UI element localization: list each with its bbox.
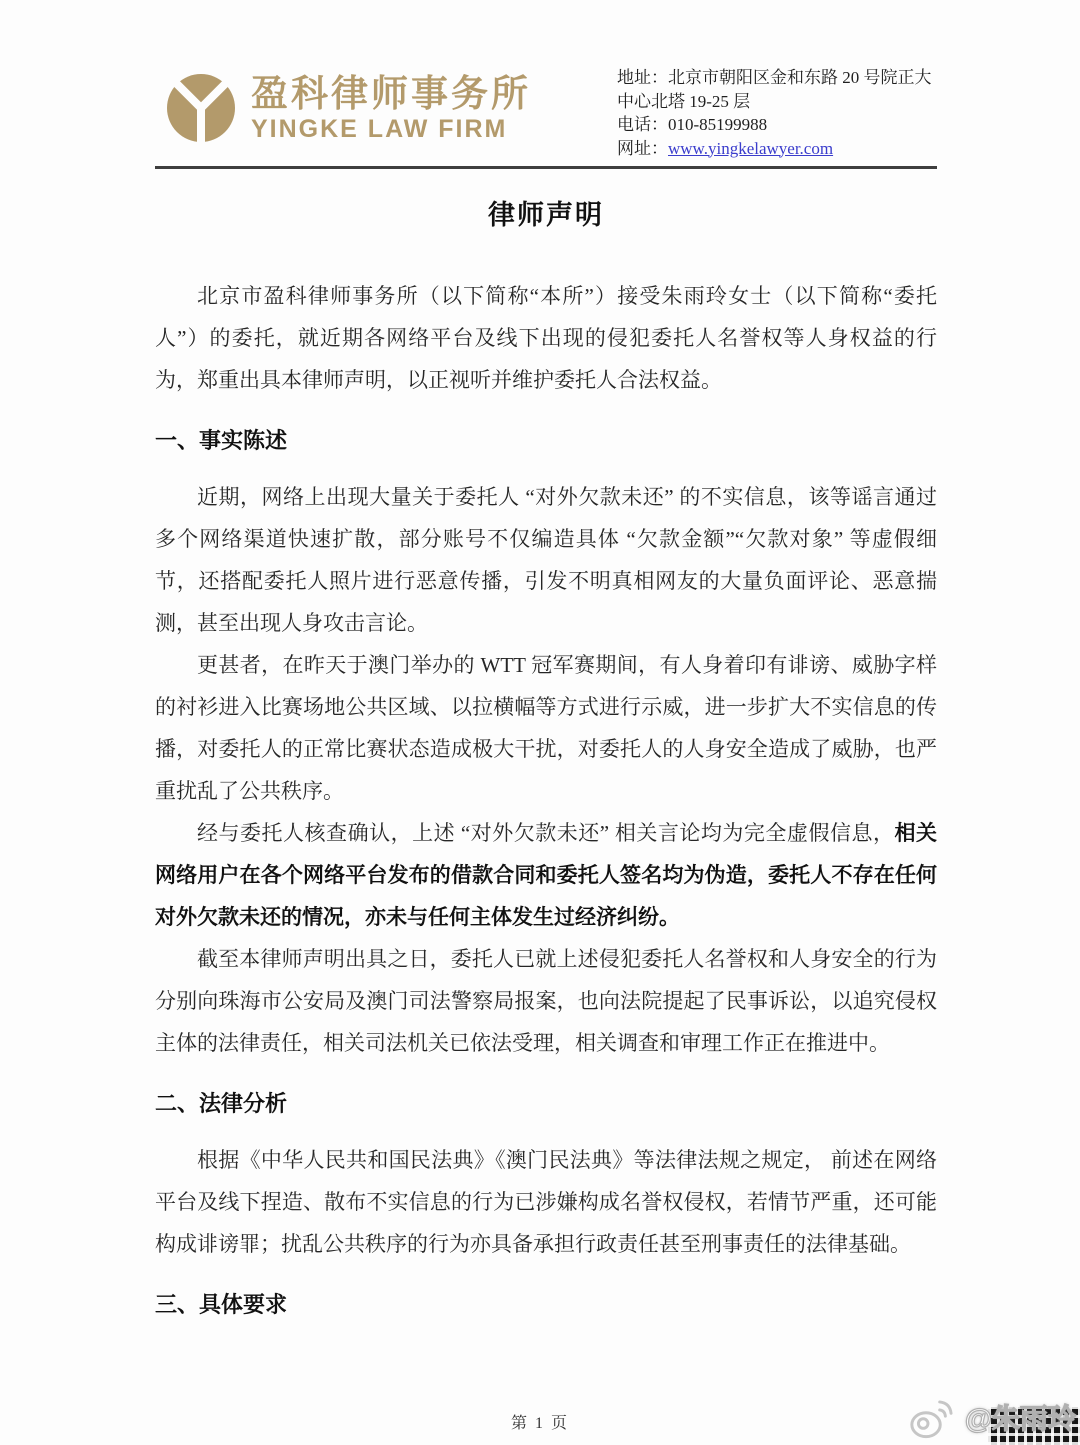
yingke-circle-y-logo-icon	[165, 72, 237, 144]
firm-name-cn: 盈科律师事务所	[251, 73, 531, 114]
section-1-paragraph-1: 近期，网络上出现大量关于委托人 “对外欠款未还” 的不实信息，该等谣言通过多个网络渠道快速扩散，部分账号不仅编造具体 “欠款金额”“欠款对象” 等虚假细节，还搭配委托人照片进行恶意传播，引发不明真相网友的大量负面评论、恶意揣测，甚至出现人身攻击言论。	[155, 485, 937, 635]
firm-name-en: YINGKE LAW FIRM	[251, 115, 508, 143]
contact-phone: 电话：010-85199988	[617, 115, 768, 134]
section-2-heading: 二、法律分析	[155, 1091, 288, 1116]
section-1-paragraph-3	[155, 812, 937, 938]
document-body	[155, 195, 937, 1320]
contact-address: 地址：北京市朝阳区金和东路 20 号院正大中心北塔 19-25 层	[617, 68, 932, 111]
letterhead	[155, 0, 937, 169]
section-2-paragraph-1: 根据《中华人民共和国民法典》《澳门民法典》等法律法规之规定， 前述在网络平台及线下捏造、散布不实信息的行为已涉嫌构成名誉权侵权，若情节严重，还可能构成诽谤罪；扰乱公共秩序的行为亦具备承担行政责任甚至刑事责任的法律基础。	[155, 1148, 937, 1256]
section-3-heading: 三、具体要求	[155, 1292, 288, 1317]
contact-info	[617, 66, 937, 160]
section-1-paragraph-3-normal: 经与委托人核查确认，上述 “对外欠款未还” 相关言论均为完全虚假信息，	[197, 821, 895, 845]
section-1-paragraph-3-bold: 相关网络用户在各个网络平台发布的借款合同和委托人签名均为伪造，委托人不存在任何对外欠款未还的情况，亦未与任何主体发生过经济纠纷。	[155, 821, 938, 929]
intro-paragraph: 北京市盈科律师事务所（以下简称“本所”）接受朱雨玲女士（以下简称“委托人”）的委托，就近期各网络平台及线下出现的侵犯委托人名誉权等人身权益的行为，郑重出具本律师声明，以正视听并维护委托人合法权益。	[155, 284, 937, 392]
contact-website-label: 网址：	[617, 138, 668, 158]
firm-name	[251, 73, 531, 143]
section-1-paragraph-2: 更甚者，在昨天于澳门举办的 WTT 冠军赛期间，有人身着印有诽谤、威胁字样的衬衫进入比赛场地公共区域、以拉横幅等方式进行示威，进一步扩大不实信息的传播，对委托人的正常比赛状态造成极大干扰，对委托人的人身安全造成了威胁，也严重扰乱了公共秩序。	[155, 653, 937, 803]
section-1-heading: 一、事实陈述	[155, 428, 288, 453]
contact-website	[617, 137, 937, 161]
firm-logo	[165, 72, 531, 144]
weibo-watermark	[909, 1397, 1076, 1441]
watermark-text: @朱雨玲	[964, 1403, 1076, 1434]
section-1-paragraph-4: 截至本律师声明出具之日，委托人已就上述侵犯委托人名誉权和人身安全的行为分别向珠海市公安局及澳门司法警察局报案，也向法院提起了民事诉讼，以追究侵权主体的法律责任，相关司法机关已依法受理，相关调查和审理工作正在推进中。	[155, 947, 937, 1055]
website-link[interactable]: www.yingkelawyer.com	[668, 138, 834, 158]
weibo-icon	[909, 1397, 959, 1441]
document-title: 律师声明	[488, 200, 604, 230]
page-number: 第 1 页	[510, 1415, 569, 1432]
